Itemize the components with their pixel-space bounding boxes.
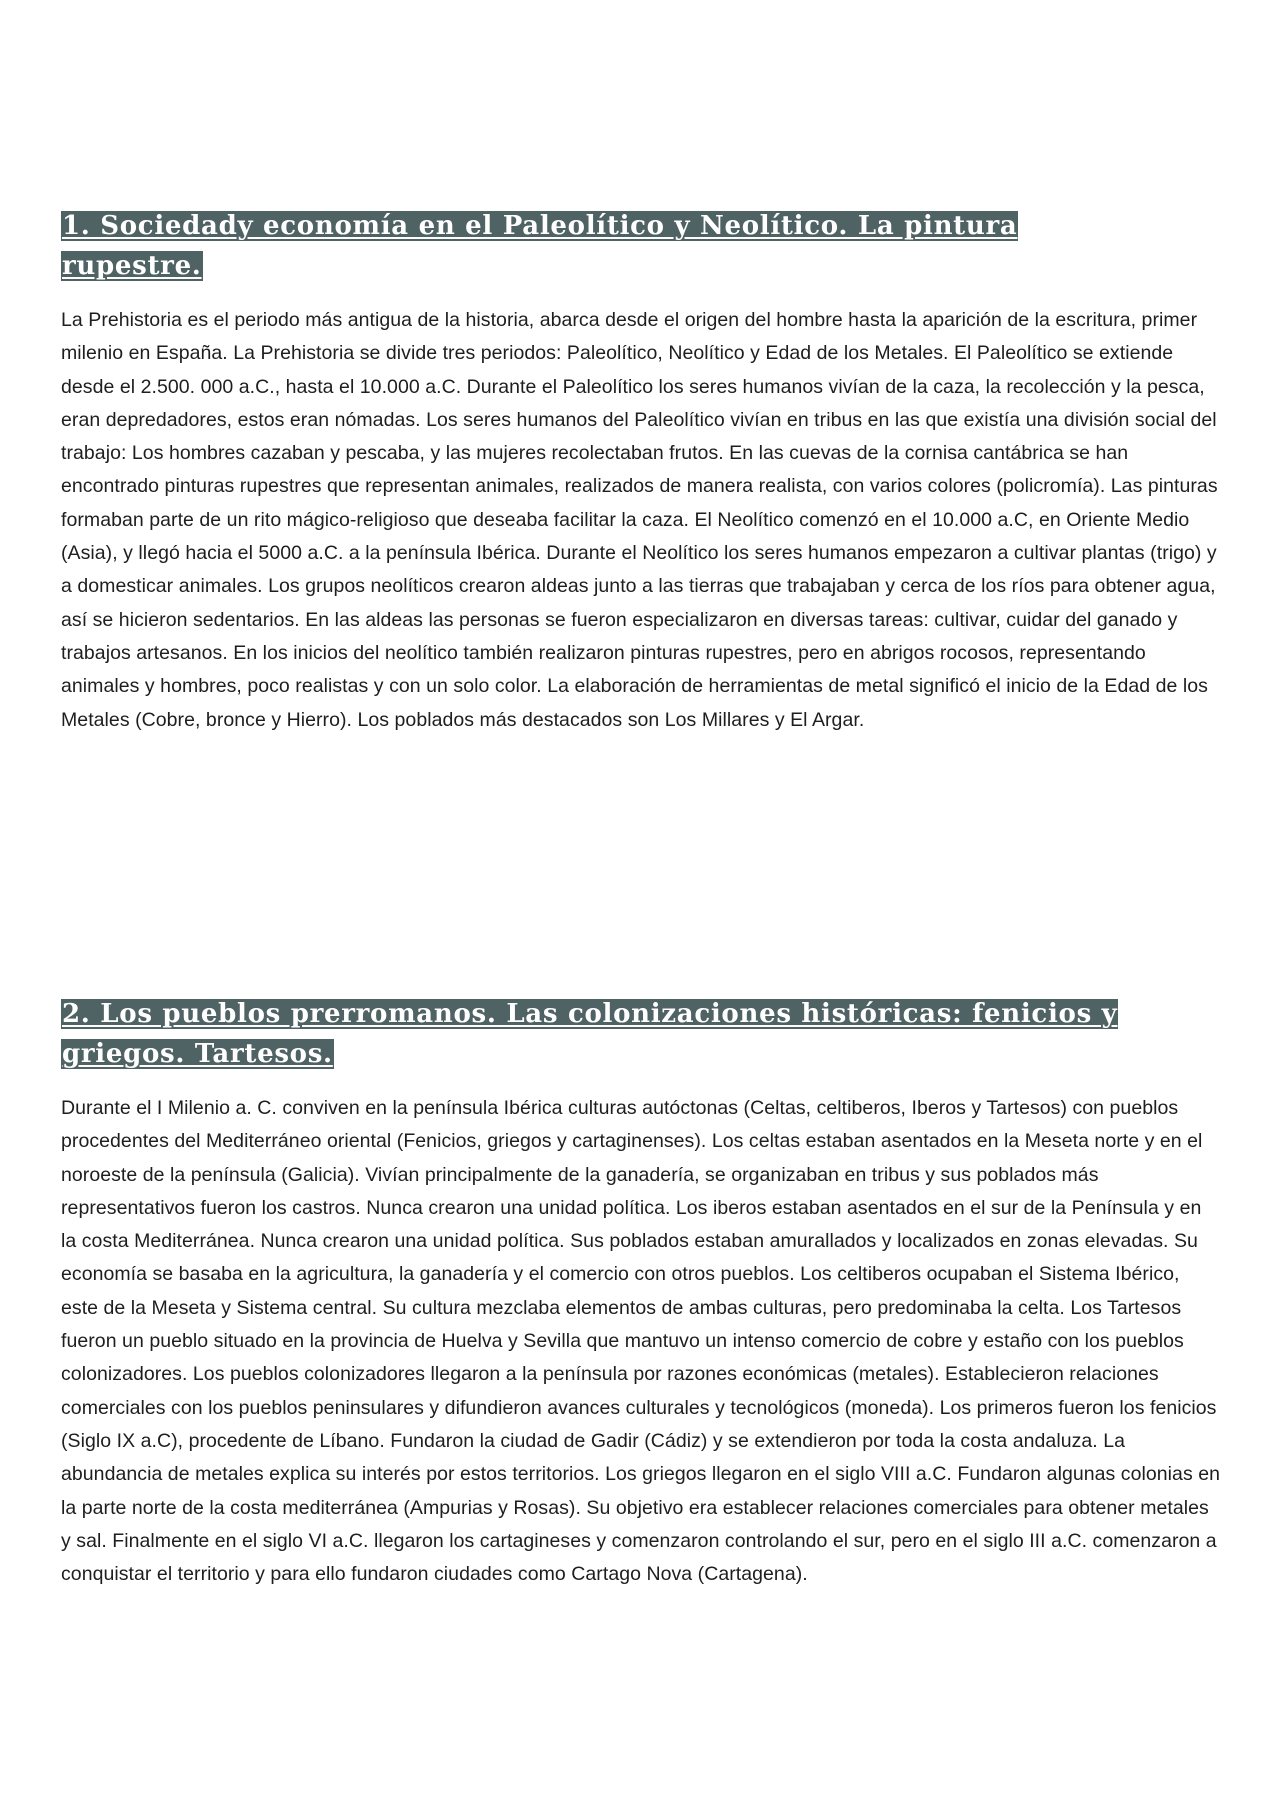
section-heading-text: 1. Sociedady economía en el Paleolítico y Neolítico. La pintura rupestre. xyxy=(62,211,1018,281)
section-pueblos-prerromanos xyxy=(61,994,1221,1591)
section-heading xyxy=(61,206,1091,286)
section-heading xyxy=(61,994,1221,1074)
section-body: Durante el I Milenio a. C. conviven en la península Ibérica culturas autóctonas (Celtas, celtiberos, Iberos y Tartesos) con pueblos procedentes del Mediterráneo oriental (Fenicios, griegos y cartaginenses). Los celtas estaban asentados en la Meseta norte y en el noroeste de la península (Galicia). Vivían principalmente de la ganadería, se organizaban en tribus y sus poblados más representativos fueron los castros. Nunca crearon una unidad política. Los iberos estaban asentados en el sur de la Península y en la costa Mediterránea. Nunca crearon una unidad política. Sus poblados estaban amurallados y localizados en zonas elevadas. Su economía se basaba en la agricultura, la ganadería y el comercio con otros pueblos. Los celtiberos ocupaban el Sistema Ibérico, este de la Meseta y Sistema central. Su cultura mezclaba elementos de ambas culturas, pero predominaba la celta. Los Tartesos fueron un pueblo situado en la provincia de Huelva y Sevilla que mantuvo un intenso comercio de cobre y estaño con los pueblos colonizadores. Los pueblos colonizadores llegaron a la península por razones económicas (metales). Establecieron relaciones comerciales con los pueblos peninsulares y difundieron avances culturales y tecnológicos (moneda). Los primeros fueron los fenicios (Siglo IX a.C), procedente de Líbano. Fundaron la ciudad de Gadir (Cádiz) y se extendieron por toda la costa andaluza. La abundancia de metales explica su interés por estos territorios. Los griegos llegaron en el siglo VIII a.C. Fundaron algunas colonias en la parte norte de la costa mediterránea (Ampurias y Rosas). Su objetivo era establecer relaciones comerciales para obtener metales y sal. Finalmente en el siglo VI a.C. llegaron los cartagineses y comenzaron controlando el sur, pero en el siglo III a.C. comenzaron a conquistar el territorio y para ello fundaron ciudades como Cartago Nova (Cartagena). xyxy=(61,1097,1221,1586)
section-body: La Prehistoria es el periodo más antigua de la historia, abarca desde el origen del hombre hasta la aparición de la escritura, primer milenio en España. La Prehistoria se divide tres periodos: Paleolítico, Neolítico y Edad de los Metales. El Paleolítico se extiende desde el 2.500. 000 a.C., hasta el 10.000 a.C. Durante el Paleolítico los seres humanos vivían de la caza, la recolección y la pesca, eran depredadores, estos eran nómadas. Los seres humanos del Paleolítico vivían en tribus en las que existía una división social del trabajo: Los hombres cazaban y pescaba, y las mujeres recolectaban frutos. En las cuevas de la cornisa cantábrica se han encontrado pinturas rupestres que representan animales, realizados de manera realista, con varios colores (policromía). Las pinturas formaban parte de un rito mágico-religioso que deseaba facilitar la caza. El Neolítico comenzó en el 10.000 a.C, en Oriente Medio (Asia), y llegó hacia el 5000 a.C. a la península Ibérica. Durante el Neolítico los seres humanos empezaron a cultivar plantas (trigo) y a domesticar animales. Los grupos neolíticos crearon aldeas junto a las tierras que trabajaban y cerca de los ríos para obtener agua, así se hicieron sedentarios. En las aldeas las personas se fueron especializaron en diversas tareas: cultivar, cuidar del ganado y trabajos artesanos. En los inicios del neolítico también realizaron pinturas rupestres, pero en abrigos rocosos, representando animales y hombres, poco realistas y con un solo color. La elaboración de herramientas de metal significó el inicio de la Edad de los Metales (Cobre, bronce y Hierro). Los poblados más destacados son Los Millares y El Argar. xyxy=(61,309,1218,731)
section-heading-text: 2. Los pueblos prerromanos. Las colonizaciones históricas: fenicios y griegos. Tartesos. xyxy=(62,999,1118,1069)
section-paleolitico-neolitico xyxy=(61,206,1221,737)
